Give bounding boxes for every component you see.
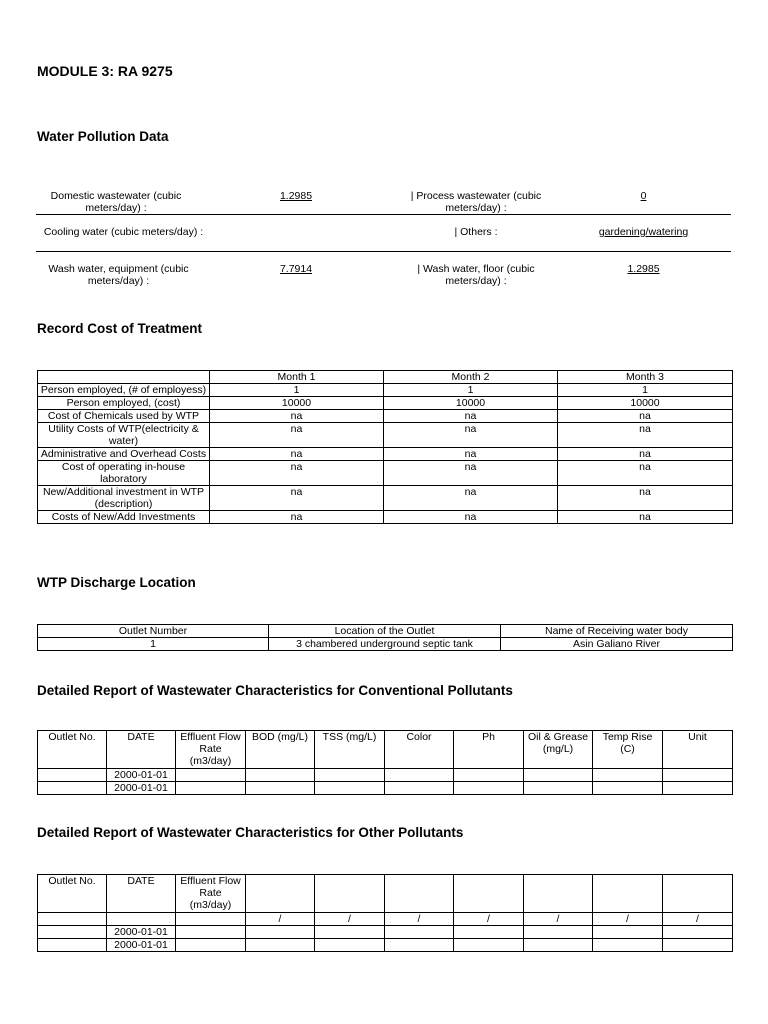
domestic-wastewater-label: Domestic wastewater (cubic meters/day) : (50, 190, 182, 214)
table-header-cell: Unit (663, 731, 733, 769)
table-row (38, 782, 733, 795)
table-cell: 1 (38, 638, 269, 651)
table-header-cell (315, 875, 385, 913)
table-header-cell (246, 875, 315, 913)
table-header-row (38, 625, 733, 638)
wash-water-equipment-label: Wash water, equipment (cubic meters/day) : (48, 263, 189, 287)
table-cell: na (384, 423, 558, 448)
table-cell (315, 939, 385, 952)
table-cell: na (558, 511, 733, 524)
table-cell: Person employed, (# of employess) (38, 384, 210, 397)
table-cell (176, 782, 246, 795)
table-row (38, 448, 733, 461)
table-cell (524, 782, 593, 795)
table-header-cell (524, 875, 593, 913)
table-row (38, 410, 733, 423)
table-unit-row (38, 913, 733, 926)
others-label: | Others : (454, 226, 498, 238)
table-cell: 1 (384, 384, 558, 397)
table-row (38, 511, 733, 524)
other-pollutants-table (37, 874, 733, 952)
table-cell (663, 782, 733, 795)
table-header-row (38, 371, 733, 384)
table-header-cell: DATE (107, 731, 176, 769)
table-cell (246, 782, 315, 795)
table-header-cell: Ph (454, 731, 524, 769)
table-cell (385, 939, 454, 952)
conventional-heading: Detailed Report of Wastewater Characteristics for Conventional Pollutants (37, 683, 513, 698)
table-row (38, 638, 733, 651)
table-header-cell: Effluent Flow Rate (m3/day) (176, 731, 246, 769)
table-row (38, 769, 733, 782)
table-header-cell (593, 875, 663, 913)
table-cell (38, 939, 107, 952)
table-cell (315, 782, 385, 795)
table-cell (524, 926, 593, 939)
table-cell (454, 769, 524, 782)
table-cell: na (210, 448, 384, 461)
table-cell: 1 (558, 384, 733, 397)
wash-water-equipment-value: 7.7914 (279, 263, 313, 275)
table-cell (176, 926, 246, 939)
table-cell (38, 769, 107, 782)
table-cell: Utility Costs of WTP(electricity & water) (38, 423, 210, 448)
table-cell: New/Additional investment in WTP (description) (38, 486, 210, 511)
process-wastewater-value: 0 (640, 190, 647, 202)
table-row (38, 384, 733, 397)
table-cell: na (558, 486, 733, 511)
table-header-cell: TSS (mg/L) (315, 731, 385, 769)
table-cell: Person employed, (cost) (38, 397, 210, 410)
table-header-cell (663, 875, 733, 913)
table-cell: Cost of Chemicals used by WTP (38, 410, 210, 423)
table-cell: na (210, 410, 384, 423)
table-cell: 2000-01-01 (107, 939, 176, 952)
table-cell: na (384, 410, 558, 423)
table-cell: 10000 (384, 397, 558, 410)
table-row (38, 939, 733, 952)
table-header-cell: Name of Receiving water body (501, 625, 733, 638)
table-cell: / (524, 913, 593, 926)
table-cell: 2000-01-01 (107, 769, 176, 782)
table-cell: Asin Galiano River (501, 638, 733, 651)
table-cell: Administrative and Overhead Costs (38, 448, 210, 461)
table-cell: 10000 (210, 397, 384, 410)
table-cell (246, 939, 315, 952)
table-cell: na (210, 461, 384, 486)
table-header-cell (454, 875, 524, 913)
table-cell (663, 769, 733, 782)
table-cell (593, 926, 663, 939)
discharge-table (37, 624, 733, 651)
table-cell: na (210, 511, 384, 524)
table-cell (315, 769, 385, 782)
table-header-cell: Outlet Number (38, 625, 269, 638)
table-header-cell: Temp Rise (C) (593, 731, 663, 769)
table-cell (385, 782, 454, 795)
table-cell (38, 782, 107, 795)
table-row (38, 486, 733, 511)
table-cell (385, 769, 454, 782)
table-header-cell: Month 1 (210, 371, 384, 384)
table-cell: / (246, 913, 315, 926)
table-cell: na (384, 461, 558, 486)
table-header-cell: Month 3 (558, 371, 733, 384)
table-cell: 2000-01-01 (107, 926, 176, 939)
table-row (38, 397, 733, 410)
table-cell: 1 (210, 384, 384, 397)
table-cell (454, 939, 524, 952)
table-cell: 3 chambered underground septic tank (269, 638, 501, 651)
table-cell (385, 926, 454, 939)
table-cell (246, 926, 315, 939)
table-cell (246, 769, 315, 782)
domestic-wastewater-value: 1.2985 (279, 190, 313, 202)
table-header-cell (38, 371, 210, 384)
table-cell (663, 939, 733, 952)
table-cell: Costs of New/Add Investments (38, 511, 210, 524)
table-cell: Cost of operating in-house laboratory (38, 461, 210, 486)
table-header-cell: Oil & Grease (mg/L) (524, 731, 593, 769)
table-cell: / (385, 913, 454, 926)
table-cell (593, 939, 663, 952)
table-header-cell: Effluent Flow Rate (m3/day) (176, 875, 246, 913)
table-cell: na (210, 423, 384, 448)
table-cell (107, 913, 176, 926)
table-cell: na (384, 511, 558, 524)
divider (36, 214, 731, 215)
table-cell: na (558, 423, 733, 448)
table-cell (593, 782, 663, 795)
table-cell (176, 769, 246, 782)
other-heading: Detailed Report of Wastewater Characteristics for Other Pollutants (37, 825, 464, 840)
table-cell: na (384, 448, 558, 461)
table-row (38, 423, 733, 448)
table-cell (38, 913, 107, 926)
cost-treatment-table (37, 370, 733, 524)
table-header-cell: Location of the Outlet (269, 625, 501, 638)
discharge-heading: WTP Discharge Location (37, 575, 196, 590)
table-cell (524, 939, 593, 952)
table-cell: na (210, 486, 384, 511)
cooling-water-label: Cooling water (cubic meters/day) : (43, 226, 204, 238)
table-cell: na (558, 461, 733, 486)
divider (36, 251, 731, 252)
table-header-cell: Outlet No. (38, 731, 107, 769)
table-header-cell: Color (385, 731, 454, 769)
table-cell: na (558, 410, 733, 423)
table-cell (176, 939, 246, 952)
table-cell: 10000 (558, 397, 733, 410)
others-value: gardening/watering (598, 226, 689, 238)
table-cell: / (454, 913, 524, 926)
table-cell: / (315, 913, 385, 926)
table-cell (454, 782, 524, 795)
table-cell (315, 926, 385, 939)
table-header-row (38, 731, 733, 769)
table-cell: 2000-01-01 (107, 782, 176, 795)
table-header-cell (385, 875, 454, 913)
module-title: MODULE 3: RA 9275 (37, 63, 173, 79)
table-cell (524, 769, 593, 782)
table-header-cell: BOD (mg/L) (246, 731, 315, 769)
table-header-cell: Outlet No. (38, 875, 107, 913)
table-row (38, 461, 733, 486)
table-header-cell: Month 2 (384, 371, 558, 384)
table-cell: na (558, 448, 733, 461)
table-cell (38, 926, 107, 939)
table-header-cell: DATE (107, 875, 176, 913)
water-pollution-heading: Water Pollution Data (37, 129, 169, 144)
table-cell (593, 769, 663, 782)
table-cell: na (384, 486, 558, 511)
conventional-table (37, 730, 733, 795)
table-cell: / (663, 913, 733, 926)
table-cell (454, 926, 524, 939)
table-header-row (38, 875, 733, 913)
process-wastewater-label: | Process wastewater (cubic meters/day) : (410, 190, 542, 214)
cost-treatment-heading: Record Cost of Treatment (37, 321, 203, 336)
table-cell (663, 926, 733, 939)
wash-water-floor-value: 1.2985 (627, 263, 660, 275)
wash-water-floor-label: | Wash water, floor (cubic meters/day) : (417, 263, 535, 287)
table-cell: / (593, 913, 663, 926)
table-row (38, 926, 733, 939)
table-cell (176, 913, 246, 926)
